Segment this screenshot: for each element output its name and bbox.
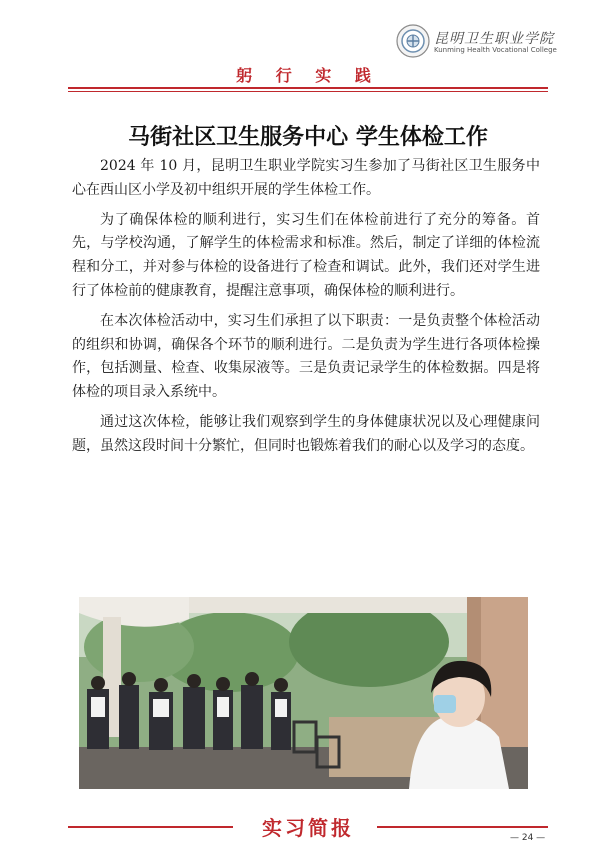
paragraph: 2024 年 10 月，昆明卫生职业学院实习生参加了马街社区卫生服务中心在西山区小学及初中组织开展的学生体检工作。	[72, 158, 540, 198]
footer-title: 实习简报	[262, 816, 354, 840]
college-name-en: Kunming Health Vocational College	[434, 46, 557, 54]
college-emblem-icon	[396, 24, 430, 58]
header-divider	[68, 87, 548, 89]
article-title: 马街社区卫生服务中心 学生体检工作	[128, 124, 488, 150]
paragraph: 通过这次体检，能够让我们观察到学生的身体健康状况以及心理健康问题，虽然这段时间十分繁忙，但同时也锻炼着我们的耐心以及学习的态度。	[72, 413, 540, 454]
article-body	[72, 155, 540, 465]
event-photo	[79, 597, 528, 789]
paragraph: 为了确保体检的顺利进行，实习生们在体检前进行了充分的筹备。首先，与学校沟通，了解学生的体检需求和标准。然后，制定了详细的体检流程和分工，并对参与体检的设备进行了检查和调试。此外，我们还对学生进行了体检前的健康教育，提醒注意事项，确保体检的顺利进行。	[72, 211, 540, 299]
section-title: 躬 行 实 践	[236, 66, 380, 85]
college-name-cn: 昆明卫生职业学院	[434, 31, 554, 47]
college-logo	[396, 24, 596, 62]
paragraph: 在本次体检活动中，实习生们承担了以下职责：一是负责整个体检活动的组织和协调，确保各个环节的顺利进行。二是负责为学生进行各项体检操作，包括测量、检查、收集尿液等。三是负责记录学生的体检数据。四是将体检的项目录入系统中。	[72, 312, 540, 401]
page-number: — 24 —	[510, 833, 546, 843]
header-divider-thin	[68, 91, 548, 92]
